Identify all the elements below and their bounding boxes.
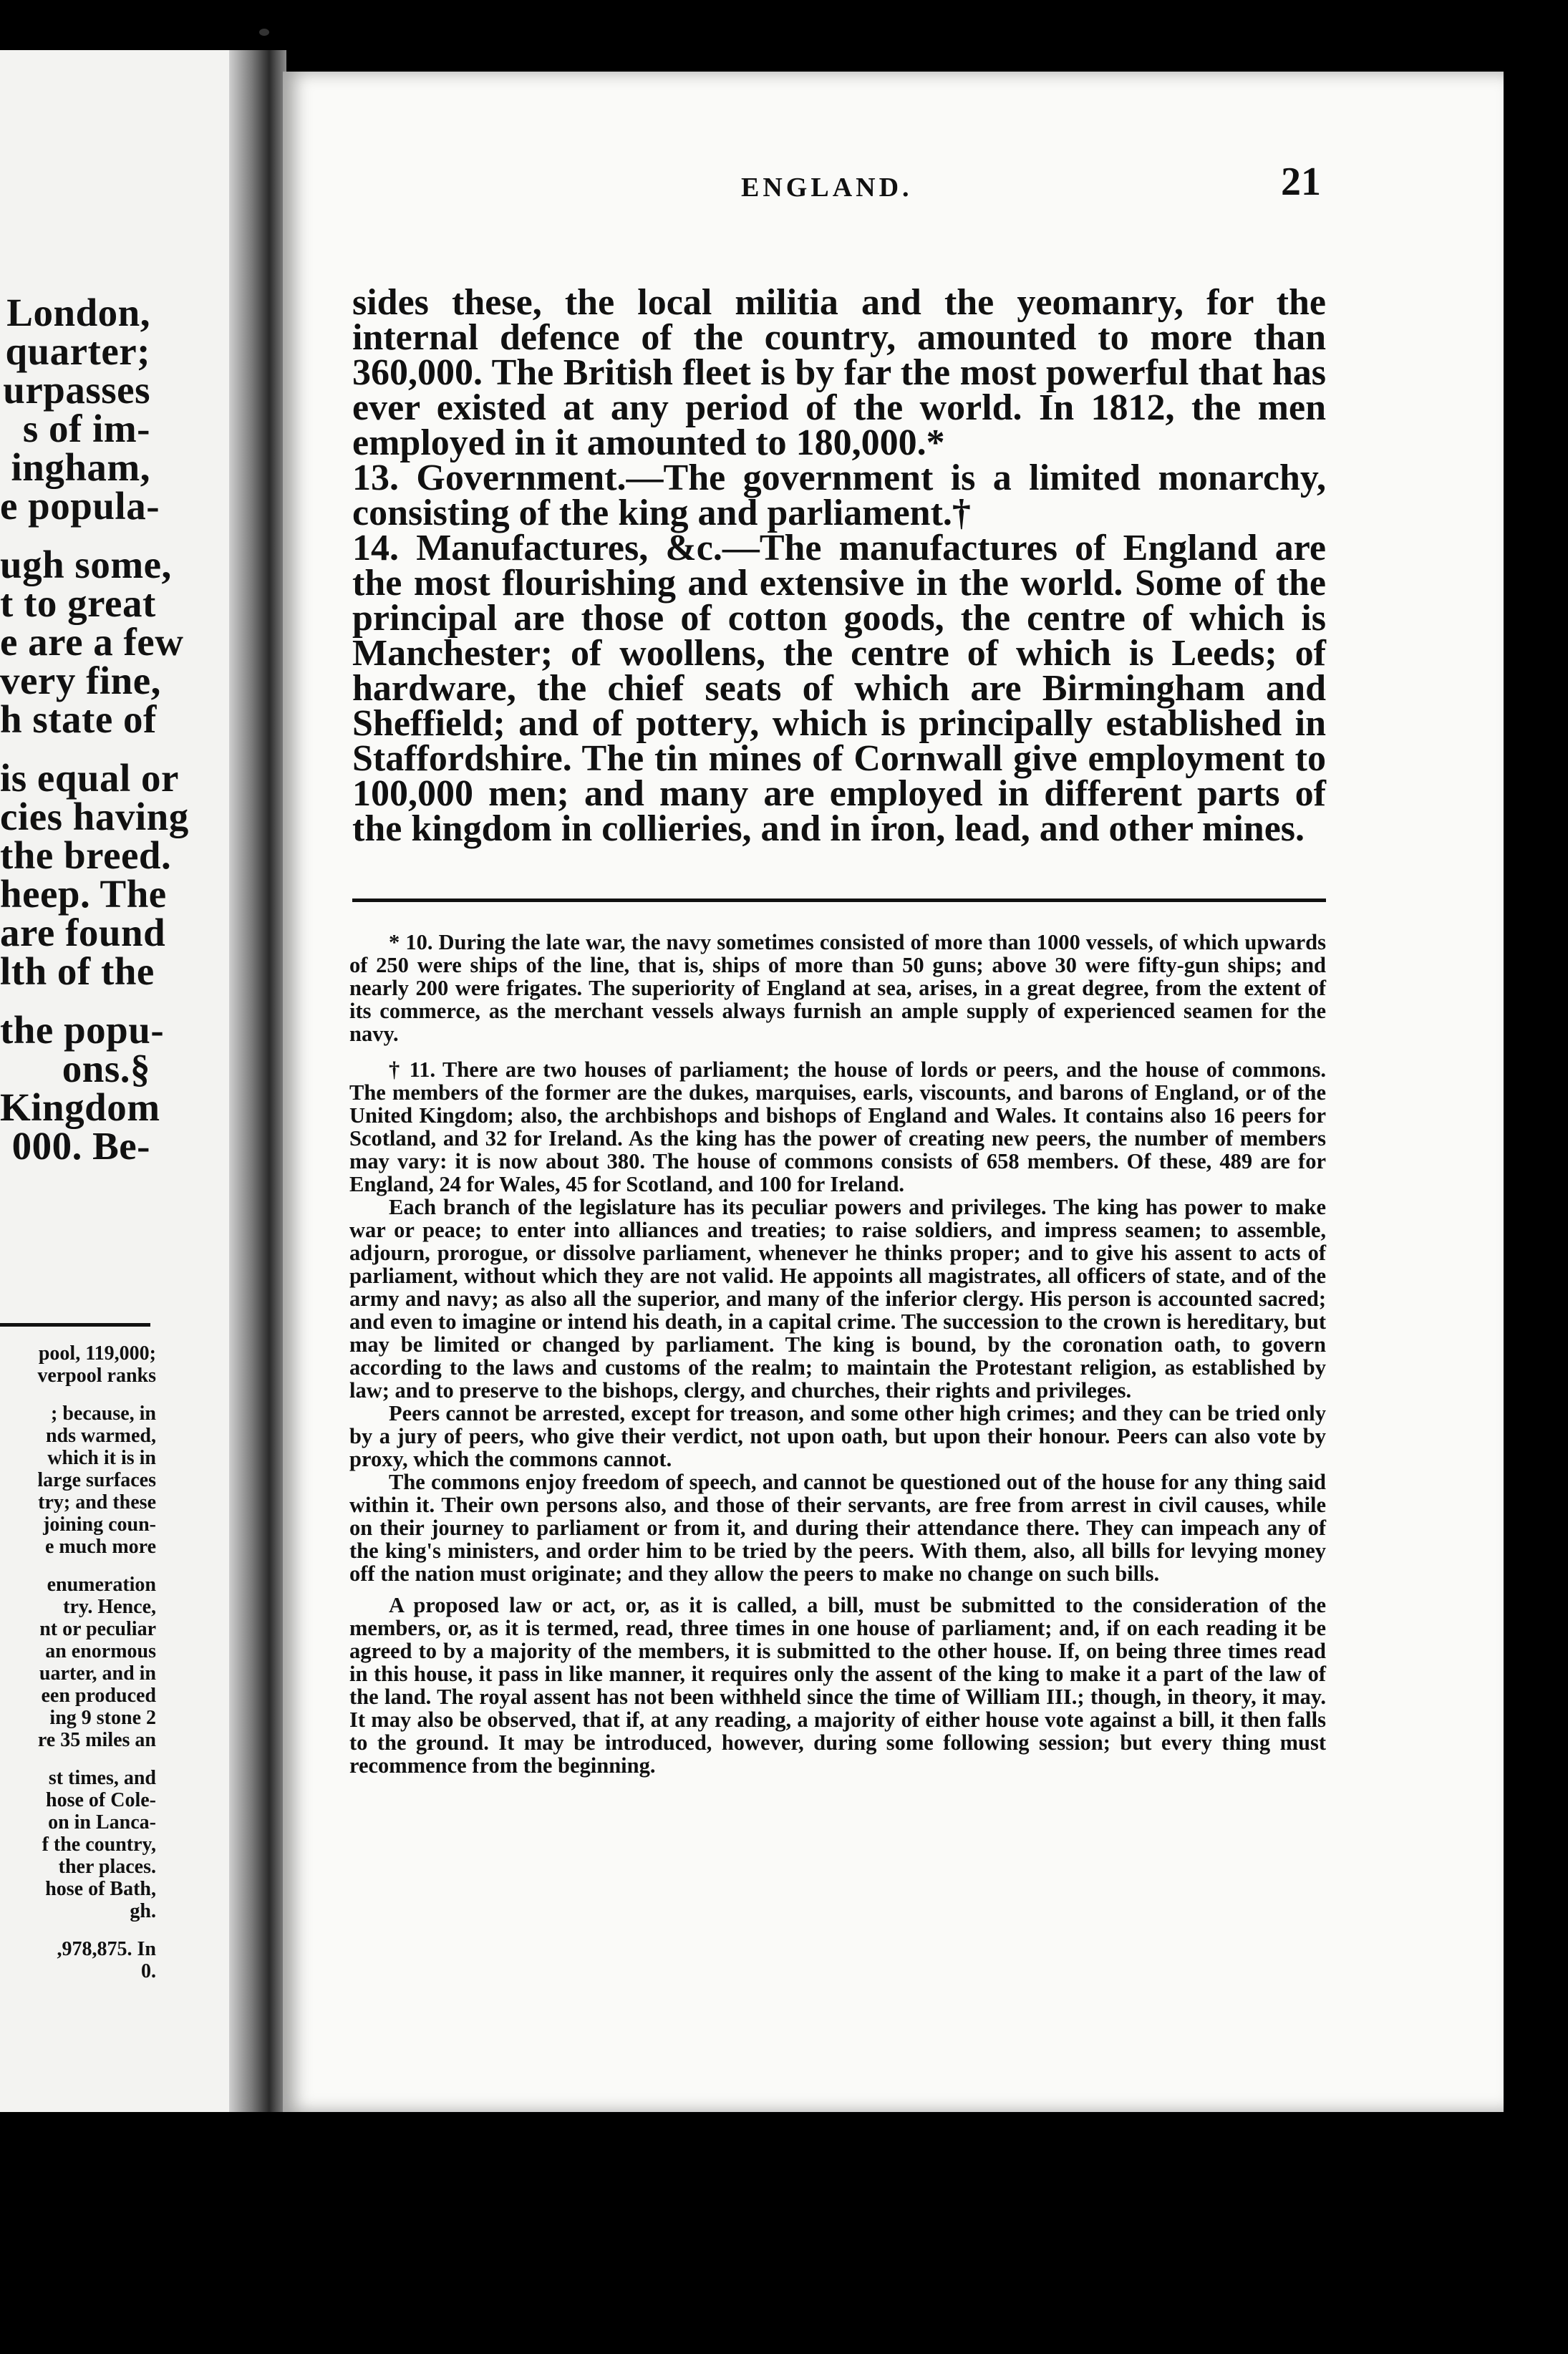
footnote-paragraph: A proposed law or act, or, as it is called, a bill, must be submitted to the consideration of the members, or, as it is termed, read, three times in one house of parliament; and, if on each reading it be agreed to by a majority of the members, it is submitted to the other house. If, on being three times read in this house, it pass in like manner, it requires only the assent of the king to make it a part of the law of the land. The royal assent has not been withheld since the time of William III.; though, in theory, it may. It may also be observed, that if, at any reading, a majority of either house vote against a bill, it then falls to the ground. It may be introduced, however, during some following session; but every thing must recommence from the beginning. xyxy=(349,1593,1326,1778)
left-foot-line: e much more xyxy=(45,1536,156,1558)
left-foot-line: joining coun- xyxy=(43,1513,156,1536)
left-foot-line: re 35 miles an xyxy=(37,1729,156,1751)
left-foot-line: nt or peculiar xyxy=(39,1618,156,1640)
left-line: very fine, xyxy=(0,659,161,702)
left-line: is equal or xyxy=(0,756,179,800)
footnote-paragraph: Each branch of the legislature has its peculiar powers and privileges. The king has power to make war or peace; to enter into alliances and treaties; to raise soldiers, and impress seamen; to assemble, adjourn, prorogue, or dissolve parliament, whenever he thinks proper; and to give his assent to acts of parliament, without which they are not valid. He appoints all magistrates, all officers of state, and of the army and navy; as also all the superior, and many of the inferior clergy. His person is accounted sacred; and even to imagine or intend his death, in a capital crime. The succession to the crown is hereditary, but may be limited or changed by parliament. The king is bound, by the coronation oath, to govern according to the laws and customs of the realm; to maintain the Protestant religion, as established by law; and to preserve to the bishops, clergy, and churches, their rights and privileges. xyxy=(349,1195,1326,1403)
left-line: cies having xyxy=(0,795,189,838)
left-line: heep. The xyxy=(0,872,167,916)
footnote-rule xyxy=(352,899,1326,902)
main-text xyxy=(352,282,1326,849)
paragraph: 14. Manufactures, &c.—The manufactures of England are the most flourishing and extensive in the world. Some of the principal are those of cotton goods, the centre of which is Manchester; of woollens, the centre of which is Leeds; of hardware, the chief seats of which are Birmingham and Sheffield; and of pottery, which is principally established in Staffordshire. The tin mines of Cornwall give employment to 100,000 men; and many are employed in different parts of the kingdom in collieries, and in iron, lead, and other mines. xyxy=(352,528,1326,849)
page-number: 21 xyxy=(1281,160,1321,204)
left-foot-line: nds warmed, xyxy=(45,1425,156,1447)
left-foot-line: ; because, in xyxy=(51,1403,156,1425)
running-head: ENGLAND. xyxy=(741,173,913,203)
left-foot-line: try. Hence, xyxy=(63,1596,156,1618)
left-line: are found xyxy=(0,911,166,954)
footnote-paragraph: The commons enjoy freedom of speech, and cannot be questioned out of the house for any thing said within it. Their own persons also, and those of their servants, are free from arrest in civil causes, while on their journey to parliament or from it, and during their attendance there. They can impeach any of the king's ministers, and order him to be tried by the peers. With them, also, all bills for levying money off the nation must originate; and they allow the peers to make no change on such bills. xyxy=(349,1470,1326,1586)
left-line: ingham, xyxy=(11,445,150,489)
left-foot-line: enumeration xyxy=(47,1574,156,1596)
footnote: * 10. During the late war, the navy sometimes consisted of more than 1000 vessels, of which upwards of 250 were ships of the line, that is, ships of more than 50 guns; above 30 were fifty-gun ships; and nearly 200 were frigates. The superiority of England at sea, arises, in a great degree, from the extent of its commerce, as the merchant vessels always furnish an ample supply of experienced seamen for the navy. xyxy=(349,930,1326,1046)
left-line: the popu- xyxy=(0,1008,165,1052)
left-page-body-text xyxy=(0,291,247,1168)
book-gutter xyxy=(229,50,286,2112)
left-foot-line: een produced xyxy=(41,1685,156,1707)
left-foot-line: an enormous xyxy=(45,1640,156,1662)
left-foot-line: gh. xyxy=(130,1900,156,1922)
left-foot-line: verpool ranks xyxy=(37,1365,156,1387)
left-foot-line: hose of Bath, xyxy=(45,1878,156,1900)
page-header xyxy=(354,159,1321,216)
left-foot-line: st times, and xyxy=(48,1767,156,1789)
left-foot-line: 0. xyxy=(141,1960,156,1982)
footnote-paragraph: Peers cannot be arrested, except for treason, and some other high crimes; and they can be tried only by a jury of peers, who give their verdict, not upon oath, but upon their honour. Peers can also vote by proxy, which the commons cannot. xyxy=(349,1401,1326,1471)
paragraph: 13. Government.—The government is a limited monarchy, consisting of the king and parliament.† xyxy=(352,457,1326,533)
left-line: e are a few xyxy=(0,620,184,664)
left-foot-line: try; and these xyxy=(38,1491,156,1513)
footnote: † 11. There are two houses of parliament; the house of lords or peers, and the house of commons. The members of the former are the dukes, marquises, earls, viscounts, and barons of England, or of the United Kingdom; also, the archbishops and bishops of England and Wales. It contains also 16 peers for Scotland, and 32 for Ireland. As the king has the power of creating new peers, the number of members may vary: it is now about 380. The house of commons consists of 658 members. Of these, 489 are for England, 24 for Wales, 45 for Scotland, and 100 for Ireland. xyxy=(349,1057,1326,1196)
left-line: quarter; xyxy=(5,329,150,373)
left-page-footnotes xyxy=(0,1342,247,1982)
left-line: e popula- xyxy=(0,484,160,528)
footnotes xyxy=(349,931,1326,1777)
left-foot-line: pool, 119,000; xyxy=(38,1342,156,1365)
left-foot-line: which it is in xyxy=(47,1447,156,1469)
left-foot-line: hose of Cole- xyxy=(46,1789,156,1811)
left-line: the breed. xyxy=(0,833,172,877)
paragraph: sides these, the local militia and the yeomanry, for the internal defence of the country, amounted to more than 360,000. The British fleet is by far the most powerful that has ever existed at any period of the world. In 1812, the men employed in it amounted to 180,000.* xyxy=(352,282,1326,463)
left-line: urpasses xyxy=(3,368,150,412)
left-line: lth of the xyxy=(0,949,155,993)
left-footnote-rule xyxy=(0,1323,150,1327)
left-foot-line: ther places. xyxy=(58,1856,156,1878)
left-foot-line: uarter, and in xyxy=(39,1662,156,1685)
left-line: ons.§ xyxy=(62,1047,150,1090)
left-line: t to great xyxy=(0,581,156,625)
left-foot-line: large surfaces xyxy=(37,1469,156,1491)
left-line: s of im- xyxy=(22,407,150,450)
left-line: h state of xyxy=(0,697,157,741)
left-line: Kingdom xyxy=(0,1085,160,1129)
ink-speck xyxy=(259,29,269,36)
facing-page-left xyxy=(0,50,247,2112)
left-line: London, xyxy=(6,291,150,334)
left-foot-line: ing 9 stone 2 xyxy=(49,1707,156,1729)
left-line: 000. Be- xyxy=(11,1124,150,1168)
left-foot-line: on in Lanca- xyxy=(48,1811,156,1834)
left-line: ugh some, xyxy=(0,543,172,586)
left-foot-line: ,978,875. In xyxy=(57,1938,156,1960)
left-foot-line: f the country, xyxy=(42,1834,156,1856)
